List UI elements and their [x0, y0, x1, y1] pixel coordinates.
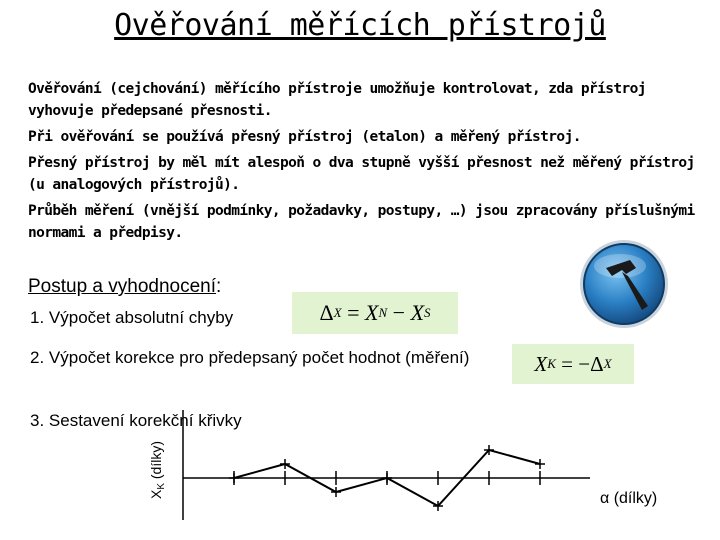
y-axis-label-unit: (dílky) [148, 441, 164, 483]
step-1: 1. Výpočet absolutní chyby [30, 308, 234, 327]
formula2-eq: = − [555, 351, 591, 376]
formula2-rhs-sub: X [603, 356, 612, 371]
bullet-item: Průběh měření (vnější podmínky, požadavky, postupy, …) jsou zpracovány příslušnými normami a předpisy. [28, 203, 695, 241]
formula1-lhs: Δ [319, 300, 334, 325]
section-title-text: Postup a vyhodnocení [28, 276, 217, 297]
slide-title: Ověřování měřících přístrojů [114, 8, 606, 43]
data-point [280, 459, 290, 469]
data-point [535, 459, 545, 469]
bullet-item: Přesný přístroj by měl mít alespoň o dva stupně vyšší přesnost než měřený přístroj (u analogových přístrojů). [28, 155, 695, 193]
formula1-lhs-sub: X [333, 305, 342, 320]
formula2-lhs-sub: K [547, 356, 556, 371]
y-axis-label [148, 420, 168, 520]
formula1-b-sub: S [424, 305, 431, 320]
data-point [229, 473, 239, 483]
section-title-colon: : [216, 276, 222, 297]
formula2-rhs: Δ [590, 351, 604, 376]
formula2-lhs: X [534, 351, 548, 376]
data-point [331, 487, 341, 497]
formula1-a: X [365, 300, 379, 325]
step-2-text: 2. Výpočet korekce pro předepsaný počet hodnot (měření) [30, 348, 470, 367]
y-axis-label-sub: K [156, 483, 167, 490]
formula1-b: X [410, 300, 425, 325]
bullet-item: Při ověřování se používá přesný přístroj (etalon) a měřený přístroj. [28, 129, 581, 145]
step-3: 3. Sestavení korekční křivky [30, 411, 242, 430]
formula1-minus: − [387, 300, 411, 325]
data-point [382, 473, 392, 483]
x-axis-label: α (dílky) [600, 490, 658, 507]
y-axis-label-main: X [148, 489, 164, 500]
formula1-a-sub: N [378, 305, 388, 320]
formula1-eq: = [341, 300, 366, 325]
bullet-item: Ověřování (cejchování) měřícího přístroje umožňuje kontrolovat, zda přístroj vyhovuje předepsané přesnosti. [28, 81, 646, 119]
